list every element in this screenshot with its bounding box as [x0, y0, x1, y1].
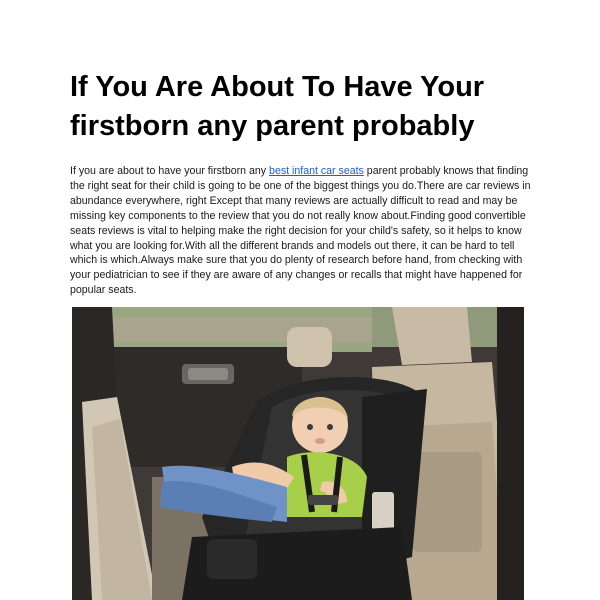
paragraph-rest: parent probably knows that finding the right seat for their child is going to be one of the biggest things you do.There are car reviews in abundance everywhere, right Except that many reviews are actually difficult to read and may be missing key components to the review that you do not really know about.Finding good convertible seats reviews is vital to helping make the right decision for your child's safety, so it helps to know what you are looking for.With all the different brands and models out there, it can be hard to tell which is which.Always make sure that you do plenty of research before hand, from checking with your pediatrician to see if they are aware of any changes or recalls that might have happened for popular seats. [70, 165, 531, 297]
car-seat-photo [72, 307, 524, 600]
paragraph-intro: If you are about to have your firstborn any [70, 165, 270, 177]
article-title: If You Are About To Have Your firstborn any parent probably [70, 71, 485, 142]
best-infant-car-seats-link[interactable]: best infant car seats [269, 165, 364, 177]
article-paragraph [70, 164, 532, 298]
